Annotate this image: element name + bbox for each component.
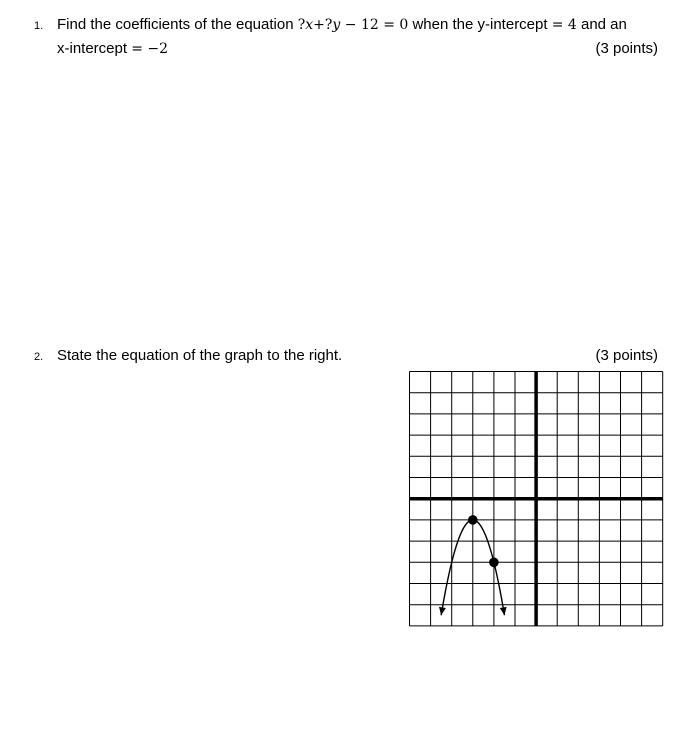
- question-2-points: (3 points): [595, 347, 658, 364]
- arrowhead-right: [500, 607, 507, 615]
- question-1-text-before: Find the coefficients of the equation: [57, 16, 298, 33]
- equation-var-x: x: [305, 17, 314, 33]
- y-intercept-value: = 4: [551, 17, 577, 33]
- second-point: [489, 558, 499, 568]
- question-1-text: [57, 16, 627, 34]
- question-2-number: 2.: [34, 351, 44, 363]
- equation-coef-a: ?: [297, 17, 306, 33]
- question-1-number: 1.: [34, 20, 44, 32]
- equation-coef-b: +?: [313, 17, 333, 33]
- question-1-line2-text: x-intercept: [57, 40, 132, 57]
- question-2-text: State the equation of the graph to the right.: [57, 347, 343, 364]
- question-1-line2: [57, 40, 168, 58]
- vertex-point: [468, 515, 478, 525]
- equation-rest: − 12 = 0: [340, 17, 409, 33]
- parabola-graph: [408, 370, 664, 630]
- question-1-text-end: and an: [576, 16, 627, 33]
- x-intercept-value: = −2: [131, 41, 169, 57]
- question-1-points: (3 points): [595, 40, 658, 57]
- equation-var-y: y: [332, 17, 341, 33]
- question-1-text-mid: when the y-intercept: [408, 16, 552, 33]
- arrowhead-left: [439, 607, 446, 615]
